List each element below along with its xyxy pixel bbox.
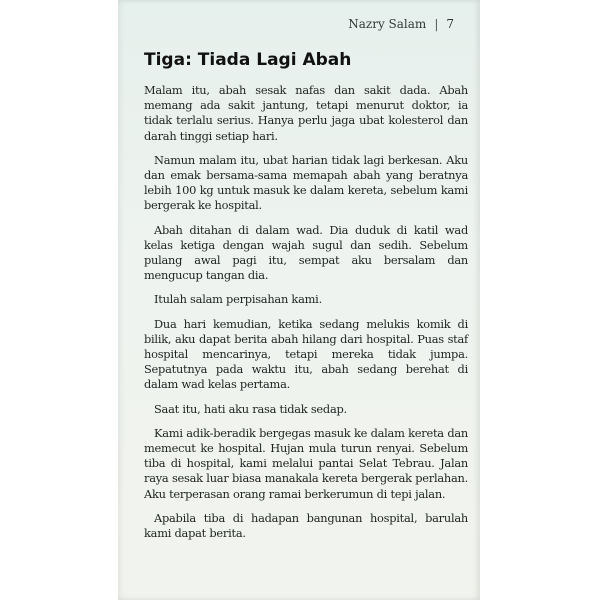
paragraph: Abah ditahan di dalam wad. Dia duduk di katil wad kelas ketiga dengan wajah sugul dan sedih. Sebelum pulang awal pagi itu, sempat aku bersalam dan mengucup tangan dia. <box>144 222 468 283</box>
running-header <box>348 17 454 31</box>
header-separator: | <box>434 17 439 31</box>
chapter-title: Tiga: Tiada Lagi Abah <box>144 50 352 70</box>
paragraph: Namun malam itu, ubat harian tidak lagi berkesan. Aku dan emak bersama-sama memapah abah yang beratnya lebih 100 kg untuk masuk ke dalam kereta, sebelum kami bergerak ke hospital. <box>144 152 468 213</box>
chapter-body <box>144 83 468 550</box>
book-page <box>118 0 480 600</box>
header-author: Nazry Salam <box>348 17 427 31</box>
paragraph: Itulah salam perpisahan kami. <box>154 292 322 307</box>
paragraph: Dua hari kemudian, ketika sedang melukis komik di bilik, aku dapat berita abah hilang dari hospital. Puas staf hospital mencarinya, tetapi mereka tidak jumpa. Sepatutnya pada waktu itu, abah sedang berehat di dalam wad kelas pertama. <box>144 316 468 392</box>
paragraph: Kami adik-beradik bergegas masuk ke dalam kereta dan memecut ke hospital. Hujan mula turun renyai. Sebelum tiba di hospital, kami melalui pantai Selat Tebrau. Jalan raya sesak luar biasa manakala kereta bergerak perlahan. Aku terperasan orang ramai berkerumun di tepi jalan. <box>144 425 468 501</box>
paragraph: Apabila tiba di hadapan bangunan hospital, barulah kami dapat berita. <box>144 510 468 541</box>
paragraph: Malam itu, abah sesak nafas dan sakit dada. Abah memang ada sakit jantung, tetapi menurut doktor, ia tidak terlalu serius. Hanya perlu jaga ubat kolesterol dan darah tinggi setiap hari. <box>144 83 468 143</box>
paragraph: Saat itu, hati aku rasa tidak sedap. <box>154 401 347 416</box>
page-number: 7 <box>446 17 454 31</box>
